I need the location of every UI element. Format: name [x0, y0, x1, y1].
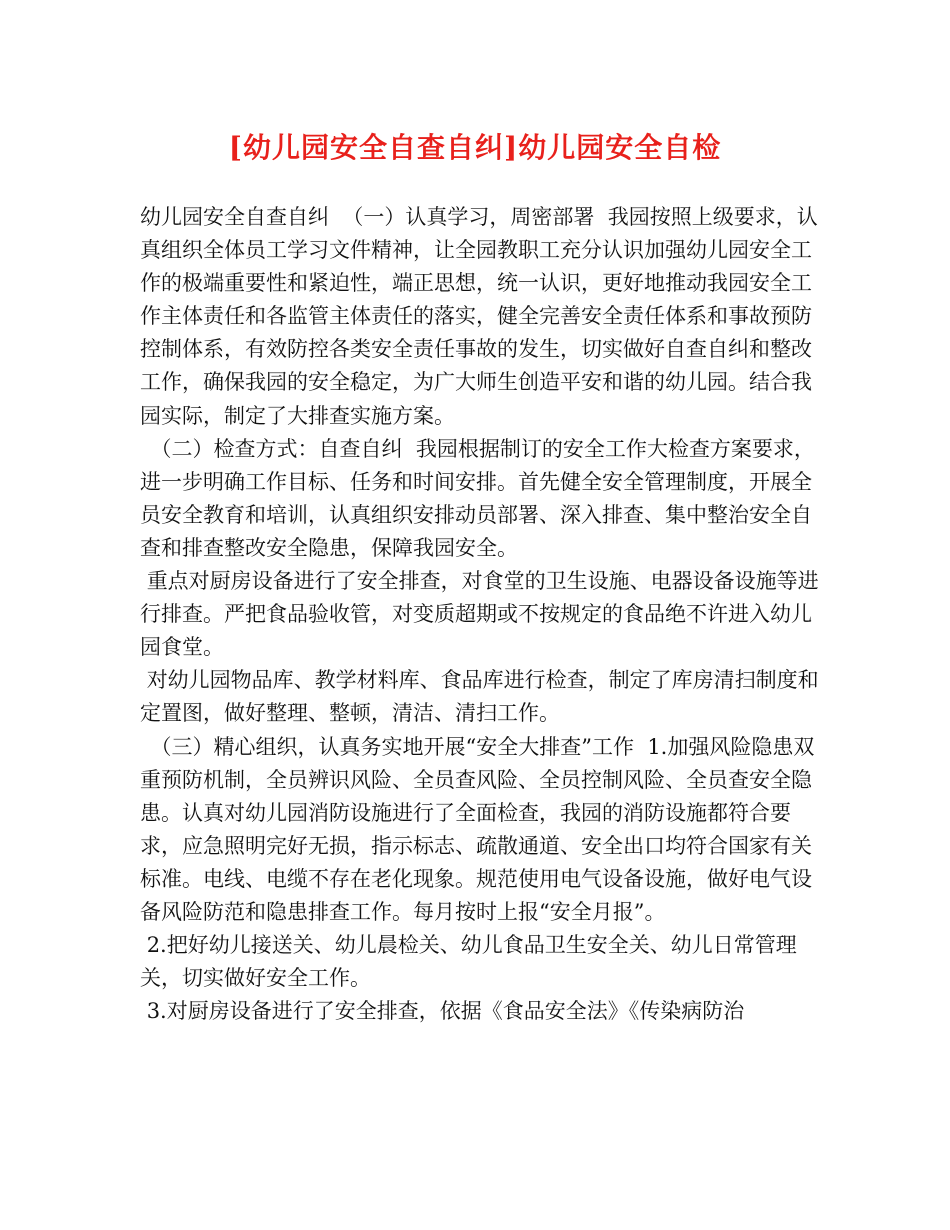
paragraph: 2.把好幼儿接送关、幼儿晨检关、幼儿食品卫生安全关、幼儿日常管理关，切实做好安全工作。	[140, 933, 797, 991]
paragraph	[140, 999, 147, 1023]
paragraph: 幼儿园安全自查自纠 （一）认真学习，周密部署 我园按照上级要求，认真组织全体员工学习文件精神，让全园教职工充分认识加强幼儿园安全工作的极端重要性和紧迫性，端正思想，统一认识，更好地推动我园安全工作主体责任和各监管主体责任的落实，健全完善安全责任体系和事故预防控制体系，有效防控各类安全责任事故的发生，切实做好自查自纠和整改工作，确保我园的安全稳定，为广大师生创造平安和谐的幼儿园。结合我园实际，制定了大排查实施方案。	[140, 205, 818, 428]
paragraph: （二）检查方式：自查自纠 我园根据制订的安全工作大检查方案要求，进一步明确工作目标、任务和时间安排。首先健全安全管理制度，开展全员安全教育和培训，认真组织安排动员部署、深入排查、集中整治安全自查和排查整改安全隐患，保障我园安全。	[140, 436, 815, 560]
document-title: [幼儿园安全自查自纠]幼儿园安全自检	[228, 131, 722, 164]
paragraph	[140, 735, 161, 759]
paragraph	[140, 569, 147, 593]
paragraph: （三）精心组织，认真务实地开展“安全大排查”工作 1.加强风险隐患双重预防机制，全员辨识风险、全员查风险、全员控制风险、全员查安全隐患。认真对幼儿园消防设施进行了全面检查，我园的消防设施都符合要求，应急照明完好无损，指示标志、疏散通道、安全出口均符合国家有关标准。电线、电缆不存在老化现象。规范使用电气设备设施，做好电气设备风险防范和隐患排查工作。每月按时上报“安全月报”。	[140, 734, 815, 924]
paragraph	[140, 437, 161, 461]
document-body	[140, 201, 820, 1028]
paragraph: 3.对厨房设备进行了安全排查，依据《食品安全法》《传染病防治	[146, 999, 745, 1024]
paragraph: 对幼儿园物品库、教学材料库、食品库进行检查，制定了库房清扫制度和定置图，做好整理、整顿，清洁、清扫工作。	[140, 668, 819, 726]
paragraph	[140, 933, 147, 957]
paragraph: 重点对厨房设备进行了安全排查，对食堂的卫生设施、电器设备设施等进行排查。严把食品验收管，对变质超期或不按规定的食品绝不许进入幼儿园食堂。	[140, 569, 819, 660]
paragraph	[140, 668, 147, 692]
